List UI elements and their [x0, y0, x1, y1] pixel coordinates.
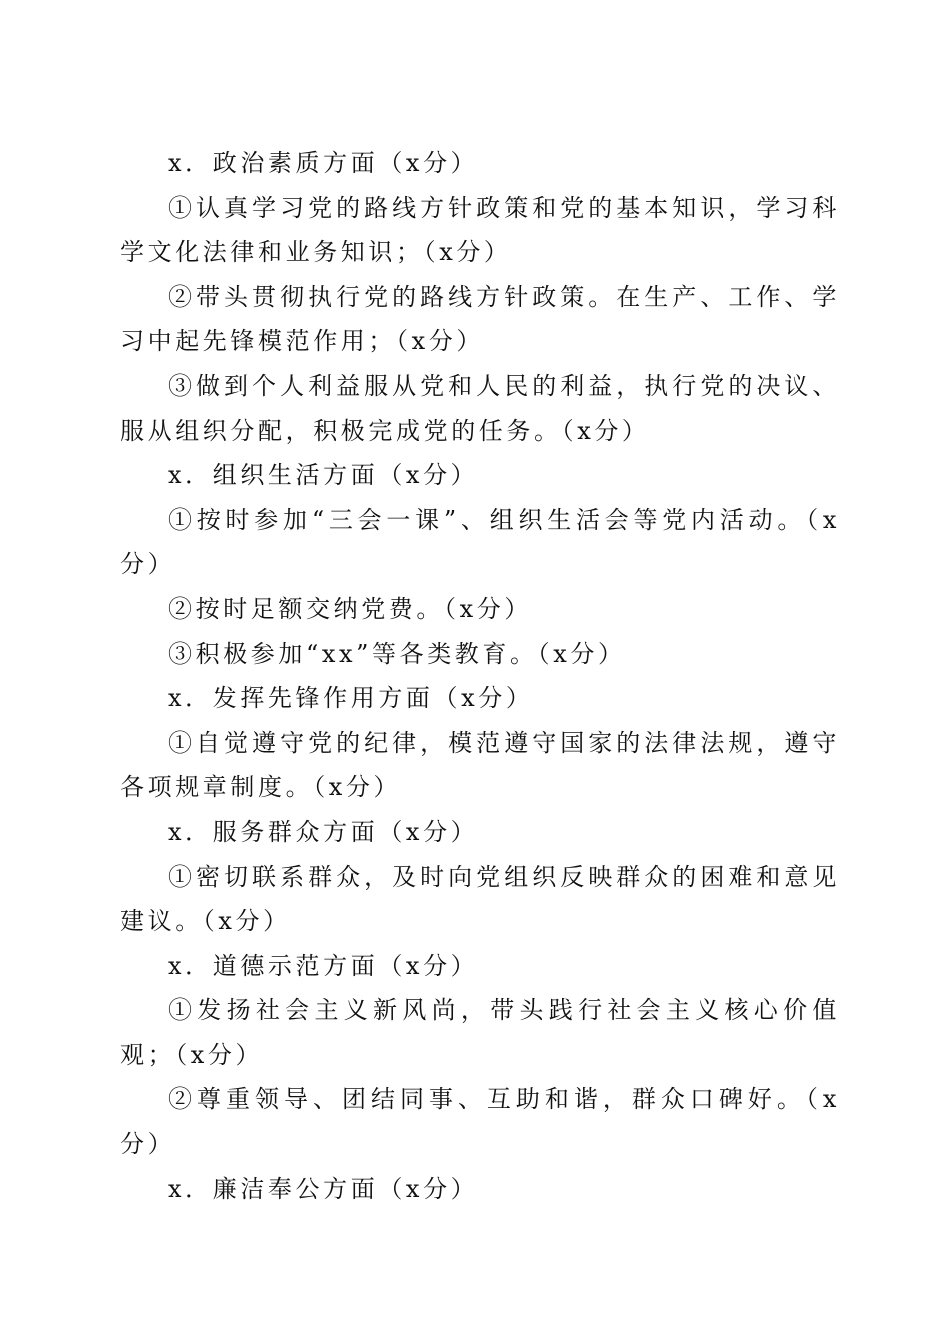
list-item: ①认真学习党的路线方针政策和党的基本知识，学习科学文化法律和业务知识；（x分）: [120, 193, 840, 267]
section-heading-organization: x．组织生活方面（x分）: [168, 461, 479, 490]
section-heading-integrity: x．廉洁奉公方面（x分）: [168, 1174, 479, 1203]
section-heading-political: x．政治素质方面（x分）: [168, 149, 479, 177]
list-item: ①自觉遵守党的纪律，模范遵守国家的法律法规，遵守各项规章制度。（x分）: [120, 728, 840, 802]
section-heading-morality: x．道德示范方面（x分）: [168, 951, 479, 980]
list-item: ①密切联系群众，及时向党组织反映群众的困难和意见建议。（x分）: [120, 862, 840, 936]
list-item: ③积极参加“xx”等各类教育。（x分）: [168, 639, 626, 668]
list-item: ②带头贯彻执行党的路线方针政策。在生产、工作、学习中起先锋模范作用；（x分）: [120, 282, 840, 356]
list-item: ②尊重领导、团结同事、互助和谐，群众口碑好。（x分）: [120, 1085, 840, 1159]
list-item: ③做到个人利益服从党和人民的利益，执行党的决议、服从组织分配，积极完成党的任务。（x分）: [120, 371, 840, 445]
list-item: ②按时足额交纳党费。（x分）: [168, 594, 532, 623]
section-heading-service: x．服务群众方面（x分）: [168, 817, 479, 846]
section-heading-vanguard: x．发挥先锋作用方面（x分）: [168, 684, 534, 713]
document-body: [120, 141, 840, 1211]
list-item: ①发扬社会主义新风尚，带头践行社会主义核心价值观；（x分）: [120, 996, 840, 1069]
list-item: ①按时参加“三会一课”、组织生活会等党内活动。（x分）: [120, 505, 840, 579]
